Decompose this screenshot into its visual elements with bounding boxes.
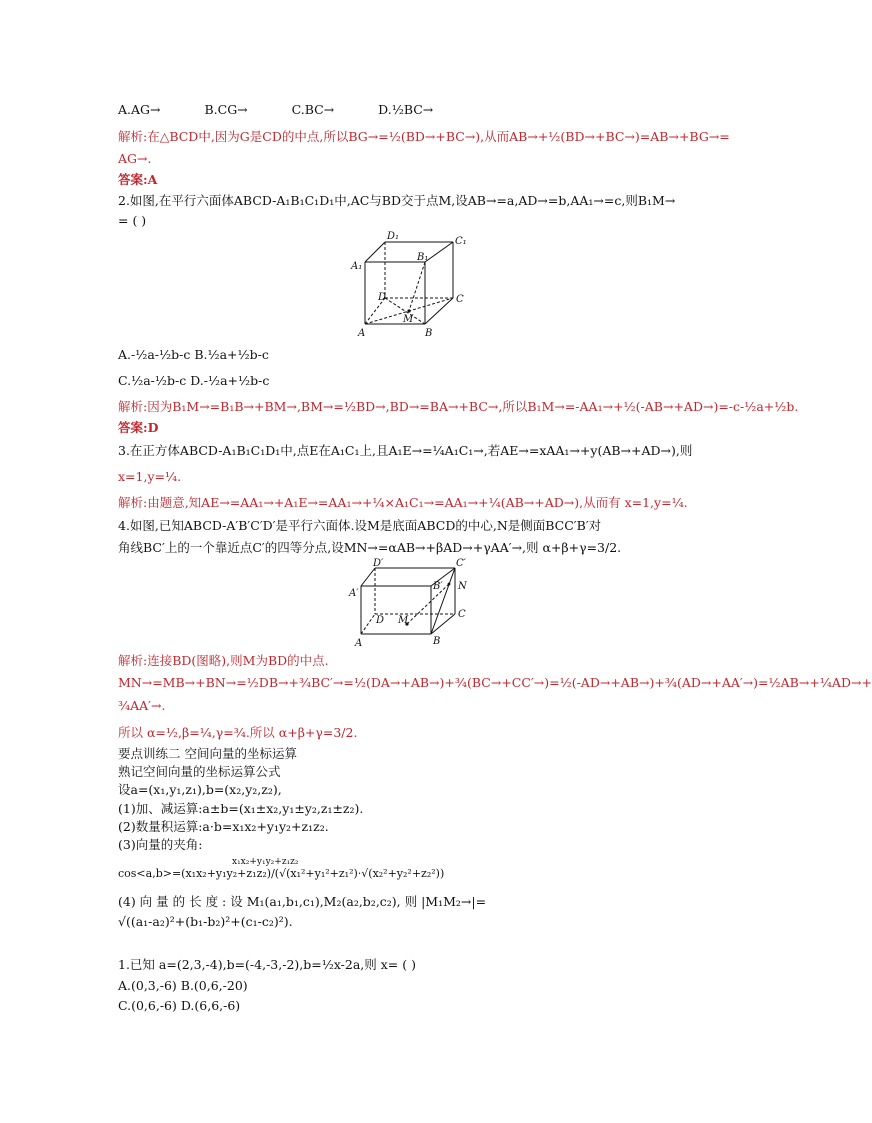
- q2-label-c: C: [456, 294, 464, 305]
- q3-stem-line1: 3.在正方体ABCD-A₁B₁C₁D₁中,点E在A₁C₁上,且A₁E→=¼A₁C₁→,若AE→=xAA₁→+y(AB→+AD→),则: [118, 443, 693, 458]
- section-title: 要点训练二 空间向量的坐标运算: [118, 746, 297, 761]
- section-angle-title: (3)向量的夹角:: [118, 837, 203, 852]
- q1-options: [118, 101, 678, 119]
- q3-stem-line2: x=1,y=¼.: [118, 469, 182, 484]
- q1-option-b: B.CG→: [204, 102, 248, 117]
- q4-label-d: D: [376, 615, 385, 626]
- q2-analysis: 解析:因为B₁M→=B₁B→+BM→,BM→=½BD→,BD→=BA→+BC→,所以B₁M→=-AA₁→+½(-AB→+AD→)=-c-½a+½b.: [118, 399, 799, 414]
- q4-label-a-prime: A′: [349, 588, 359, 599]
- section-subtitle: 熟记空间向量的坐标运算公式: [118, 764, 281, 779]
- q1-analysis-line1: 解析:在△BCD中,因为G是CD的中点,所以BG→=½(BD→+BC→),从而AB→+½(BD→+BC→)=AB→+BG→=: [118, 129, 730, 144]
- q1-analysis-line2: AG→.: [118, 151, 152, 166]
- q4-label-c: C: [458, 609, 466, 620]
- section-length-line1: (4) 向 量 的 长 度 : 设 M₁(a₁,b₁,c₁),M₂(a₂,b₂,c₂), 则 |M₁M₂→|=: [118, 894, 487, 909]
- ex1-options-line1: A.(0,3,-6) B.(0,6,-20): [118, 978, 248, 993]
- q4-analysis-line1: 解析:连接BD(图略),则M为BD的中点.: [118, 653, 329, 668]
- section-setup: 设a=(x₁,y₁,z₁),b=(x₂,y₂,z₂),: [118, 782, 282, 797]
- section-add-sub: (1)加、减运算:a±b=(x₁±x₂,y₁±y₂,z₁±z₂).: [118, 801, 364, 816]
- q4-stem-line2: 角线BC′上的一个靠近点C′的四等分点,设MN→=αAB→+βAD→+γAA′→,则 α+β+γ=3/2.: [118, 540, 622, 555]
- q4-analysis-line2: MN→=MB→+BN→=½DB→+¾BC′→=½(DA→+AB→)+¾(BC→+CC′→)=½(-AD→+AB→)+¾(AD→+AA′→)=½AB→+¼AD→+: [118, 675, 872, 690]
- section-angle-numerator: x₁x₂+y₁y₂+z₁z₂: [232, 857, 299, 867]
- q2-label-a: A: [358, 328, 366, 339]
- q2-stem-line2: = ( ): [118, 213, 147, 228]
- q2-label-m: M: [403, 314, 414, 325]
- q2-label-d1: D₁: [387, 231, 400, 242]
- q4-stem-line1: 4.如图,已知ABCD-A′B′C′D′是平行六面体.设M是底面ABCD的中心,N是侧面BCC′B′对: [118, 518, 602, 533]
- q1-option-a: A.AG→: [118, 102, 161, 117]
- q2-label-b: B: [425, 328, 433, 339]
- q4-label-c-prime: C′: [456, 558, 466, 569]
- q2-options-line1: A.-½a-½b-c B.½a+½b-c: [118, 347, 269, 362]
- q2-label-a1: A₁: [351, 261, 363, 272]
- q4-point-n: [448, 583, 451, 586]
- ex1-options-line2: C.(0,6,-6) D.(6,6,-6): [118, 998, 241, 1013]
- q4-parallelepiped-figure: [345, 556, 475, 648]
- q4-label-n: N: [458, 581, 467, 592]
- section-length-line2: √((a₁-a₂)²+(b₁-b₂)²+(c₁-c₂)²).: [118, 914, 293, 929]
- section-dot-product: (2)数量积运算:a·b=x₁x₂+y₁y₂+z₁z₂.: [118, 819, 329, 834]
- q1-answer: 答案:A: [118, 172, 158, 187]
- q2-label-c1: C₁: [455, 236, 467, 247]
- q2-label-d: D: [378, 292, 387, 303]
- q4-analysis-line3: ¾AA′→.: [118, 698, 166, 713]
- q3-analysis: 解析:由题意,知AE→=AA₁→+A₁E→=AA₁→+¼×A₁C₁→=AA₁→+¼(AB→+AD→),从而有 x=1,y=¼.: [118, 495, 688, 510]
- q2-stem-line1: 2.如图,在平行六面体ABCD-A₁B₁C₁D₁中,AC与BD交于点M,设AB→=a,AD→=b,AA₁→=c,则B₁M→: [118, 193, 676, 208]
- q2-label-b1: B₁: [417, 252, 429, 263]
- q2-options-line2: C.½a-½b-c D.-½a+½b-c: [118, 373, 270, 388]
- q4-label-b-prime: B′: [433, 581, 443, 592]
- q2-answer: 答案:D: [118, 420, 159, 435]
- q4-label-d-prime: D′: [373, 558, 384, 569]
- q4-label-m: M: [398, 615, 409, 626]
- q1-option-c: C.BC→: [291, 102, 335, 117]
- ex1-stem: 1.已知 a=(2,3,-4),b=(-4,-3,-2),b=½x-2a,则 x= ( ): [118, 957, 416, 972]
- section-angle-formula: cos<a,b>=(x₁x₂+y₁y₂+z₁z₂)/(√(x₁²+y₁²+z₁²)·√(x₂²+y₂²+z₂²)): [118, 867, 445, 880]
- q4-label-a: A: [355, 638, 363, 649]
- q4-label-b: B: [433, 636, 441, 647]
- q2-point-m: [407, 309, 410, 312]
- q4-result: 所以 α=½,β=¼,γ=¾.所以 α+β+γ=3/2.: [118, 725, 358, 740]
- q2-parallelepiped-figure: [345, 228, 475, 340]
- q1-option-d: D.½BC→: [378, 102, 434, 117]
